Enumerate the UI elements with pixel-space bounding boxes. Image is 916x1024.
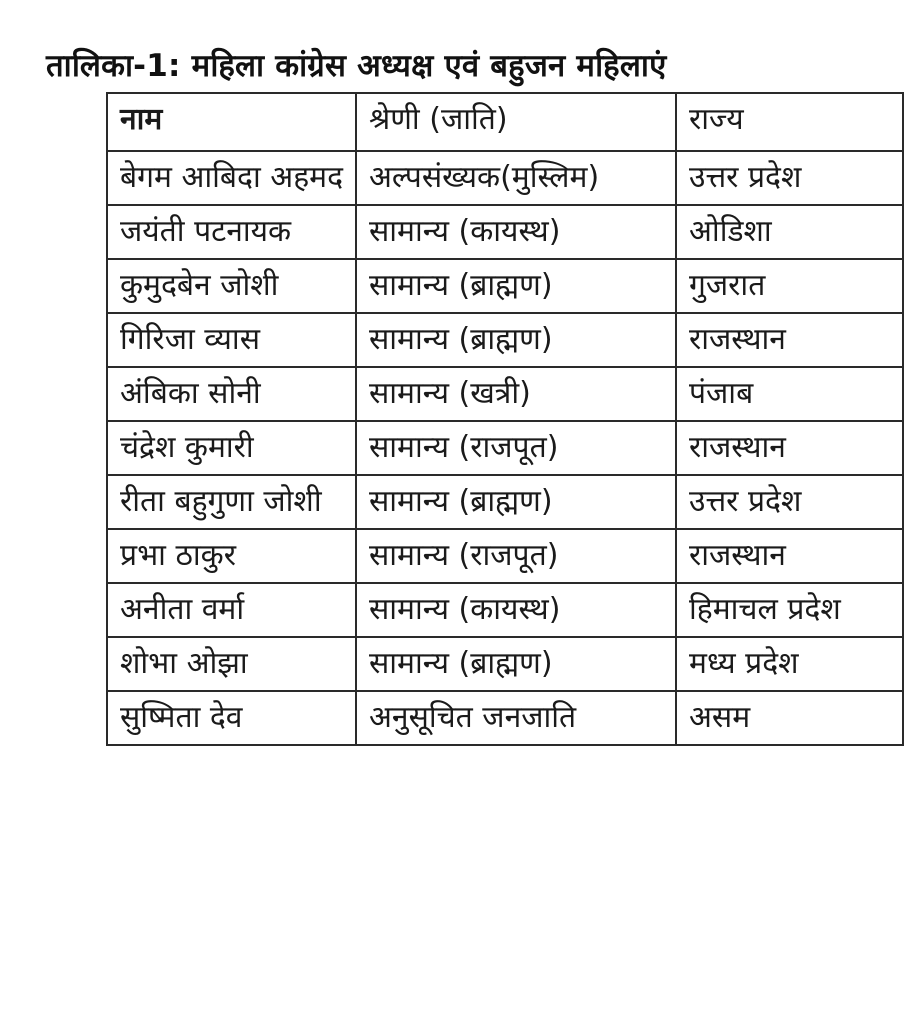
state-cell: उत्तर प्रदेश — [676, 475, 903, 529]
state-cell: राजस्थान — [676, 313, 903, 367]
name-cell: चंद्रेश कुमारी — [107, 421, 356, 475]
state-cell: मध्य प्रदेश — [676, 637, 903, 691]
table-row — [107, 259, 903, 313]
header-category: श्रेणी (जाति) — [356, 93, 676, 151]
name-cell: रीता बहुगुणा जोशी — [107, 475, 356, 529]
name-cell: सुष्मिता देव — [107, 691, 356, 745]
category-cell: सामान्य (ब्राह्मण) — [356, 637, 676, 691]
table-row — [107, 475, 903, 529]
name-cell: अनीता वर्मा — [107, 583, 356, 637]
name-cell: जयंती पटनायक — [107, 205, 356, 259]
state-cell: उत्तर प्रदेश — [676, 151, 903, 205]
state-cell: असम — [676, 691, 903, 745]
header-row — [107, 93, 903, 151]
category-cell: सामान्य (कायस्थ) — [356, 583, 676, 637]
name-cell: बेगम आबिदा अहमद — [107, 151, 356, 205]
state-cell: राजस्थान — [676, 529, 903, 583]
category-cell: अल्पसंख्यक(मुस्लिम) — [356, 151, 676, 205]
state-cell: गुजरात — [676, 259, 903, 313]
table-row — [107, 583, 903, 637]
name-cell: अंबिका सोनी — [107, 367, 356, 421]
table-row — [107, 421, 903, 475]
category-cell: अनुसूचित जनजाति — [356, 691, 676, 745]
category-cell: सामान्य (ब्राह्मण) — [356, 313, 676, 367]
category-cell: सामान्य (राजपूत) — [356, 421, 676, 475]
table-row — [107, 637, 903, 691]
table-row — [107, 691, 903, 745]
state-cell: पंजाब — [676, 367, 903, 421]
table-row — [107, 205, 903, 259]
name-cell: शोभा ओझा — [107, 637, 356, 691]
category-cell: सामान्य (कायस्थ) — [356, 205, 676, 259]
name-cell: कुमुदबेन जोशी — [107, 259, 356, 313]
category-cell: सामान्य (खत्री) — [356, 367, 676, 421]
category-cell: सामान्य (ब्राह्मण) — [356, 475, 676, 529]
header-name: नाम — [107, 93, 356, 151]
category-cell: सामान्य (ब्राह्मण) — [356, 259, 676, 313]
table-row — [107, 151, 903, 205]
table-row — [107, 529, 903, 583]
table-row — [107, 313, 903, 367]
state-cell: ओडिशा — [676, 205, 903, 259]
data-table — [106, 92, 904, 746]
name-cell: प्रभा ठाकुर — [107, 529, 356, 583]
state-cell: हिमाचल प्रदेश — [676, 583, 903, 637]
category-cell: सामान्य (राजपूत) — [356, 529, 676, 583]
table-row — [107, 367, 903, 421]
name-cell: गिरिजा व्यास — [107, 313, 356, 367]
table-title: तालिका-1: महिला कांग्रेस अध्यक्ष एवं बहुजन महिलाएं — [46, 48, 667, 84]
state-cell: राजस्थान — [676, 421, 903, 475]
header-state: राज्य — [676, 93, 903, 151]
